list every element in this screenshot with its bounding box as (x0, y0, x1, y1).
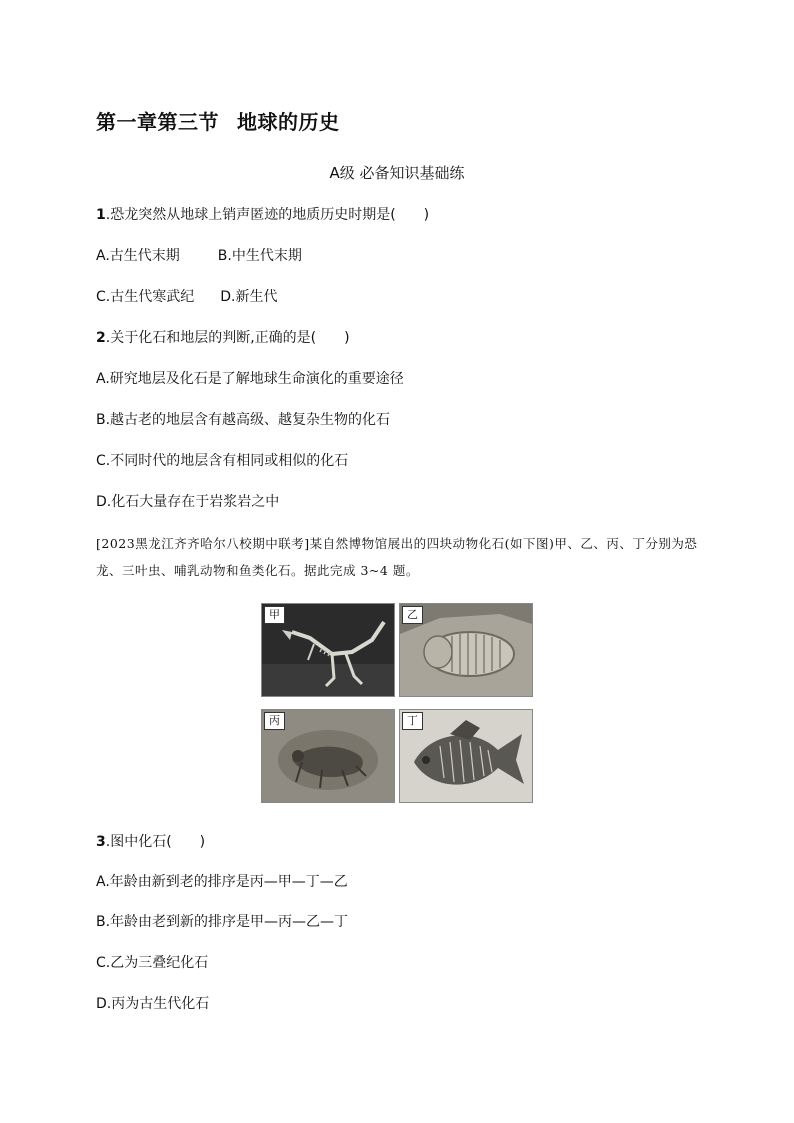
fossil-label-bing: 丙 (264, 712, 285, 730)
fossil-label-yi: 乙 (402, 606, 423, 624)
q1-option-b: B.中生代末期 (217, 248, 302, 264)
q1-option-a: A.古生代末期 (96, 248, 180, 264)
fossil-label-ding: 丁 (402, 712, 423, 730)
chapter-label: 第一章第三节 (96, 110, 219, 134)
q3-option-b: B.年龄由老到新的排序是甲—丙—乙—丁 (96, 914, 349, 930)
q2-option-d: D.化石大量存在于岩浆岩之中 (96, 494, 280, 510)
question-1-options-row-1 (96, 245, 302, 265)
q3-option-c: C.乙为三叠纪化石 (96, 955, 209, 971)
fossil-image-ding (399, 709, 533, 803)
fossil-image-bing (261, 709, 395, 803)
context-paragraph: [2023黑龙江齐齐哈尔八校期中联考]某自然博物馆展出的四块动物化石(如下图)甲、乙、丙、丁分别为恐龙、三叶虫、哺乳动物和鱼类化石。据此完成 3~4 题。 (96, 536, 698, 578)
q1-option-d: D.新生代 (220, 289, 278, 305)
q1-option-c: C.古生代寒武纪 (96, 289, 195, 305)
section-name: 地球的历史 (237, 110, 340, 134)
question-1-options-row-2 (96, 286, 277, 306)
q3-option-a: A.年龄由新到老的排序是丙—甲—丁—乙 (96, 874, 348, 890)
fossil-image-jia (261, 603, 395, 697)
q2-option-c: C.不同时代的地层含有相同或相似的化石 (96, 453, 349, 469)
question-2-stem: 2.关于化石和地层的判断,正确的是( ) (96, 330, 350, 346)
page-title (96, 106, 340, 135)
question-1-stem: 1.恐龙突然从地球上销声匿迹的地质历史时期是( ) (96, 207, 430, 223)
fossil-label-jia: 甲 (264, 606, 285, 624)
level-heading: A级 必备知识基础练 (329, 164, 465, 182)
q2-option-a: A.研究地层及化石是了解地球生命演化的重要途径 (96, 371, 404, 387)
question-3-stem: 3.图中化石( ) (96, 834, 206, 850)
fossil-image-yi (399, 603, 533, 697)
q3-option-d: D.丙为古生代化石 (96, 996, 210, 1012)
q2-option-b: B.越古老的地层含有越高级、越复杂生物的化石 (96, 412, 391, 428)
